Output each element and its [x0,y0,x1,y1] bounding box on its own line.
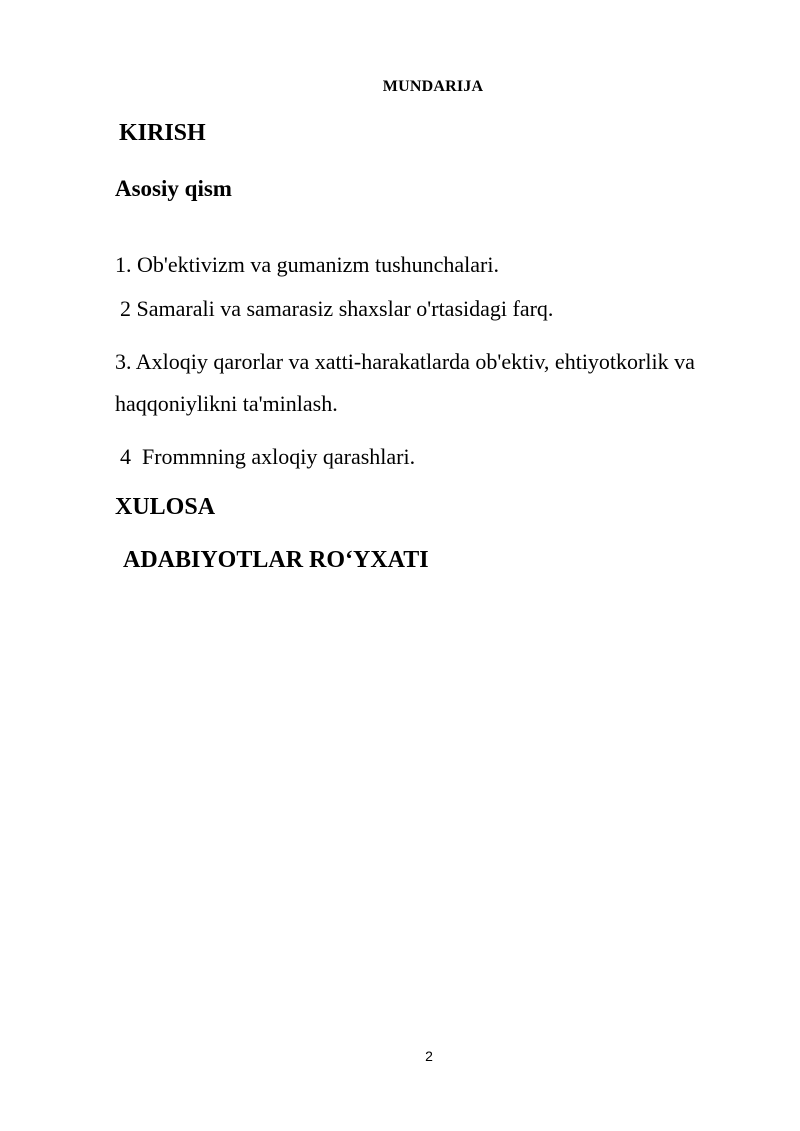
section-intro: KIRISH [119,120,206,146]
section-main: Asosiy qism [115,176,232,201]
toc-title: MUNDARIJA [382,78,484,95]
toc-item-2: 2 Samarali va samarasiz shaxslar o'rtasidagi farq. [120,296,554,321]
section-conclusion: XULOSA [115,494,216,520]
toc-item-4: 4 Frommning axloqiy qarashlari. [120,444,416,469]
page-number: 2 [425,1048,433,1064]
section-references: ADABIYOTLAR RO‘YXATI [123,547,429,573]
toc-item-1: 1. Ob'ektivizm va gumanizm tushunchalari. [115,252,499,277]
toc-item-3: 3. Axloqiy qarorlar va xatti-harakatlarda ob'ektiv, ehtiyotkorlik va haqqoniylikni ta'minlash. [115,349,695,416]
